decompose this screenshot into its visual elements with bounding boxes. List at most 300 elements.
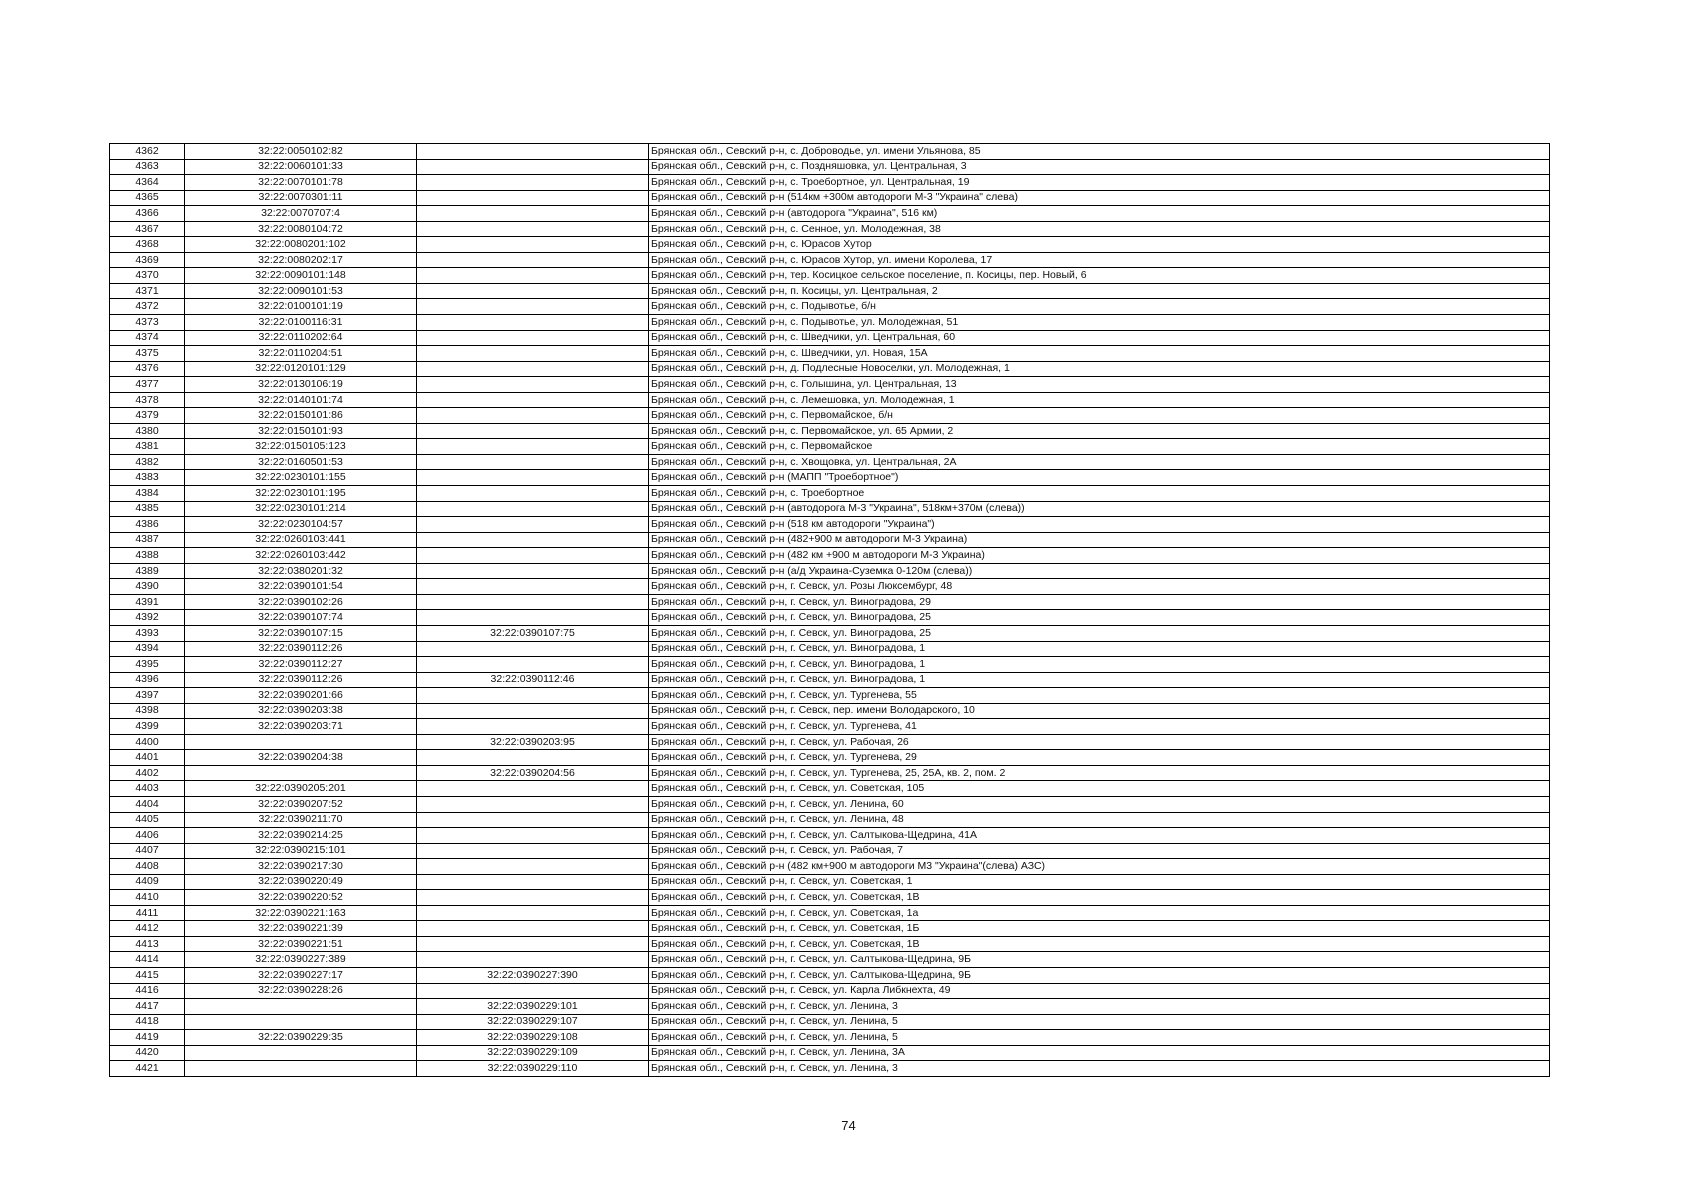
row-number-cell: 4382: [110, 454, 185, 470]
related-cadastral-number-cell: [417, 283, 649, 299]
address-cell: Брянская обл., Севский р-н, г. Севск, ул. Карла Либкнехта, 49: [649, 983, 1550, 999]
related-cadastral-number-cell: [417, 843, 649, 859]
cadastral-number-cell: 32:22:0110204:51: [185, 346, 417, 362]
page-number: 74: [841, 1118, 856, 1133]
cadastral-number-cell: 32:22:0390227:17: [185, 967, 417, 983]
related-cadastral-number-cell: [417, 268, 649, 284]
cadastral-number-cell: 32:22:0090101:53: [185, 283, 417, 299]
related-cadastral-number-cell: [417, 423, 649, 439]
row-number-cell: 4379: [110, 408, 185, 424]
table-row: [110, 796, 1550, 812]
row-number-cell: 4373: [110, 315, 185, 331]
cadastral-number-cell: [185, 1014, 417, 1030]
address-cell: Брянская обл., Севский р-н (автодорога М-3 "Украина", 518км+370м (слева)): [649, 501, 1550, 517]
related-cadastral-number-cell: [417, 594, 649, 610]
related-cadastral-number-cell: [417, 221, 649, 237]
related-cadastral-number-cell: 32:22:0390229:109: [417, 1045, 649, 1061]
cadastral-number-cell: 32:22:0390203:38: [185, 703, 417, 719]
address-cell: Брянская обл., Севский р-н, г. Севск, ул. Виноградова, 1: [649, 672, 1550, 688]
cadastral-number-cell: 32:22:0070301:11: [185, 190, 417, 206]
table-row: [110, 750, 1550, 766]
table-row: [110, 983, 1550, 999]
address-cell: Брянская обл., Севский р-н, с. Первомайское: [649, 439, 1550, 455]
address-cell: Брянская обл., Севский р-н, г. Севск, ул. Советская, 1В: [649, 890, 1550, 906]
address-cell: Брянская обл., Севский р-н (автодорога "Украина", 516 км): [649, 206, 1550, 222]
table-row: [110, 377, 1550, 393]
cadastral-number-cell: 32:22:0130106:19: [185, 377, 417, 393]
cadastral-number-cell: 32:22:0230104:57: [185, 517, 417, 533]
related-cadastral-number-cell: [417, 237, 649, 253]
row-number-cell: 4413: [110, 936, 185, 952]
cadastral-number-cell: 32:22:0390201:66: [185, 688, 417, 704]
address-cell: Брянская обл., Севский р-н, г. Севск, ул. Ленина, 60: [649, 796, 1550, 812]
related-cadastral-number-cell: [417, 890, 649, 906]
row-number-cell: 4395: [110, 657, 185, 673]
table-row: [110, 1045, 1550, 1061]
address-cell: Брянская обл., Севский р-н, г. Севск, ул. Розы Люксембург, 48: [649, 579, 1550, 595]
cadastral-number-cell: 32:22:0390205:201: [185, 781, 417, 797]
cadastral-number-cell: 32:22:0390107:15: [185, 625, 417, 641]
cadastral-number-cell: 32:22:0060101:33: [185, 159, 417, 175]
table-row: [110, 563, 1550, 579]
related-cadastral-number-cell: [417, 796, 649, 812]
row-number-cell: 4418: [110, 1014, 185, 1030]
related-cadastral-number-cell: 32:22:0390203:95: [417, 734, 649, 750]
cadastral-number-cell: 32:22:0230101:155: [185, 470, 417, 486]
table-row: [110, 1014, 1550, 1030]
table-row: [110, 781, 1550, 797]
related-cadastral-number-cell: [417, 828, 649, 844]
row-number-cell: 4383: [110, 470, 185, 486]
row-number-cell: 4389: [110, 563, 185, 579]
related-cadastral-number-cell: [417, 936, 649, 952]
table-row: [110, 719, 1550, 735]
row-number-cell: 4397: [110, 688, 185, 704]
table-row: [110, 812, 1550, 828]
related-cadastral-number-cell: [417, 781, 649, 797]
table-row: [110, 657, 1550, 673]
address-cell: Брянская обл., Севский р-н, с. Доброводье, ул. имени Ульянова, 85: [649, 144, 1550, 160]
row-number-cell: 4396: [110, 672, 185, 688]
table-row: [110, 672, 1550, 688]
related-cadastral-number-cell: [417, 921, 649, 937]
address-cell: Брянская обл., Севский р-н, г. Севск, ул. Советская, 1В: [649, 936, 1550, 952]
row-number-cell: 4401: [110, 750, 185, 766]
address-cell: Брянская обл., Севский р-н, г. Севск, ул. Ленина, 5: [649, 1014, 1550, 1030]
table-row: [110, 299, 1550, 315]
related-cadastral-number-cell: [417, 657, 649, 673]
address-cell: Брянская обл., Севский р-н, тер. Косицкое сельское поселение, п. Косицы, пер. Новый, 6: [649, 268, 1550, 284]
row-number-cell: 4367: [110, 221, 185, 237]
address-cell: Брянская обл., Севский р-н, с. Лемешовка, ул. Молодежная, 1: [649, 392, 1550, 408]
cadastral-number-cell: 32:22:0110202:64: [185, 330, 417, 346]
address-cell: Брянская обл., Севский р-н, г. Севск, ул. Салтыкова-Щедрина, 9Б: [649, 952, 1550, 968]
cadastral-number-cell: [185, 765, 417, 781]
cadastral-number-cell: 32:22:0050102:82: [185, 144, 417, 160]
row-number-cell: 4393: [110, 625, 185, 641]
related-cadastral-number-cell: [417, 548, 649, 564]
related-cadastral-number-cell: [417, 206, 649, 222]
related-cadastral-number-cell: [417, 252, 649, 268]
related-cadastral-number-cell: [417, 144, 649, 160]
cadastral-number-cell: 32:22:0390221:39: [185, 921, 417, 937]
address-cell: Брянская обл., Севский р-н, г. Севск, ул. Тургенева, 25, 25А, кв. 2, пом. 2: [649, 765, 1550, 781]
row-number-cell: 4415: [110, 967, 185, 983]
cadastral-number-cell: 32:22:0080202:17: [185, 252, 417, 268]
table-row: [110, 408, 1550, 424]
table-row: [110, 594, 1550, 610]
row-number-cell: 4363: [110, 159, 185, 175]
address-cell: Брянская обл., Севский р-н, г. Севск, ул. Ленина, 3А: [649, 1045, 1550, 1061]
address-cell: Брянская обл., Севский р-н, г. Севск, ул. Рабочая, 7: [649, 843, 1550, 859]
cadastral-number-cell: 32:22:0260103:442: [185, 548, 417, 564]
table-row: [110, 859, 1550, 875]
address-cell: Брянская обл., Севский р-н, с. Подывотье, ул. Молодежная, 51: [649, 315, 1550, 331]
row-number-cell: 4388: [110, 548, 185, 564]
address-cell: Брянская обл., Севский р-н, г. Севск, ул. Виноградова, 25: [649, 610, 1550, 626]
table-row: [110, 439, 1550, 455]
related-cadastral-number-cell: [417, 532, 649, 548]
cadastral-number-cell: 32:22:0100116:31: [185, 315, 417, 331]
related-cadastral-number-cell: [417, 874, 649, 890]
table-row: [110, 921, 1550, 937]
related-cadastral-number-cell: [417, 563, 649, 579]
cadastral-number-cell: 32:22:0390101:54: [185, 579, 417, 595]
related-cadastral-number-cell: 32:22:0390229:101: [417, 999, 649, 1015]
related-cadastral-number-cell: [417, 859, 649, 875]
row-number-cell: 4374: [110, 330, 185, 346]
row-number-cell: 4400: [110, 734, 185, 750]
address-cell: Брянская обл., Севский р-н, г. Севск, ул. Тургенева, 29: [649, 750, 1550, 766]
cadastral-number-cell: 32:22:0100101:19: [185, 299, 417, 315]
cadastral-number-cell: 32:22:0390107:74: [185, 610, 417, 626]
related-cadastral-number-cell: [417, 439, 649, 455]
address-cell: Брянская обл., Севский р-н, г. Севск, ул. Рабочая, 26: [649, 734, 1550, 750]
address-cell: Брянская обл., Севский р-н, г. Севск, ул. Советская, 1а: [649, 905, 1550, 921]
related-cadastral-number-cell: [417, 408, 649, 424]
related-cadastral-number-cell: [417, 392, 649, 408]
table-row: [110, 392, 1550, 408]
row-number-cell: 4376: [110, 361, 185, 377]
address-cell: Брянская обл., Севский р-н, с. Троебортное, ул. Центральная, 19: [649, 175, 1550, 191]
table-row: [110, 283, 1550, 299]
cadastral-registry-table: [109, 143, 1550, 1077]
row-number-cell: 4394: [110, 641, 185, 657]
row-number-cell: 4368: [110, 237, 185, 253]
address-cell: Брянская обл., Севский р-н, г. Севск, ул. Виноградова, 1: [649, 641, 1550, 657]
address-cell: Брянская обл., Севский р-н, с. Шведчики, ул. Центральная, 60: [649, 330, 1550, 346]
address-cell: Брянская обл., Севский р-н, г. Севск, пер. имени Володарского, 10: [649, 703, 1550, 719]
cadastral-number-cell: 32:22:0070707:4: [185, 206, 417, 222]
table-row: [110, 346, 1550, 362]
cadastral-number-cell: 32:22:0390112:26: [185, 641, 417, 657]
related-cadastral-number-cell: [417, 905, 649, 921]
table-row: [110, 765, 1550, 781]
row-number-cell: 4377: [110, 377, 185, 393]
address-cell: Брянская обл., Севский р-н (МАПП "Троебортное"): [649, 470, 1550, 486]
row-number-cell: 4369: [110, 252, 185, 268]
table-row: [110, 237, 1550, 253]
row-number-cell: 4412: [110, 921, 185, 937]
address-cell: Брянская обл., Севский р-н, г. Севск, ул. Тургенева, 55: [649, 688, 1550, 704]
row-number-cell: 4380: [110, 423, 185, 439]
related-cadastral-number-cell: [417, 750, 649, 766]
row-number-cell: 4385: [110, 501, 185, 517]
table-row: [110, 532, 1550, 548]
row-number-cell: 4408: [110, 859, 185, 875]
row-number-cell: 4405: [110, 812, 185, 828]
row-number-cell: 4403: [110, 781, 185, 797]
cadastral-number-cell: 32:22:0080201:102: [185, 237, 417, 253]
address-cell: Брянская обл., Севский р-н, г. Севск, ул. Советская, 105: [649, 781, 1550, 797]
address-cell: Брянская обл., Севский р-н, г. Севск, ул. Ленина, 5: [649, 1030, 1550, 1046]
row-number-cell: 4384: [110, 486, 185, 502]
related-cadastral-number-cell: [417, 159, 649, 175]
address-cell: Брянская обл., Севский р-н, г. Севск, ул. Ленина, 3: [649, 1061, 1550, 1077]
row-number-cell: 4375: [110, 346, 185, 362]
cadastral-number-cell: 32:22:0150101:93: [185, 423, 417, 439]
address-cell: Брянская обл., Севский р-н, с. Сенное, ул. Молодежная, 38: [649, 221, 1550, 237]
cadastral-number-cell: 32:22:0390215:101: [185, 843, 417, 859]
table-row: [110, 175, 1550, 191]
address-cell: Брянская обл., Севский р-н, с. Юрасов Хутор, ул. имени Королева, 17: [649, 252, 1550, 268]
row-number-cell: 4371: [110, 283, 185, 299]
address-cell: Брянская обл., Севский р-н, г. Севск, ул. Виноградова, 29: [649, 594, 1550, 610]
related-cadastral-number-cell: 32:22:0390112:46: [417, 672, 649, 688]
related-cadastral-number-cell: [417, 501, 649, 517]
row-number-cell: 4420: [110, 1045, 185, 1061]
cadastral-number-cell: 32:22:0260103:441: [185, 532, 417, 548]
row-number-cell: 4378: [110, 392, 185, 408]
related-cadastral-number-cell: 32:22:0390229:107: [417, 1014, 649, 1030]
related-cadastral-number-cell: [417, 315, 649, 331]
address-cell: Брянская обл., Севский р-н, г. Севск, ул. Салтыкова-Щедрина, 9Б: [649, 967, 1550, 983]
table-row: [110, 252, 1550, 268]
table-row: [110, 828, 1550, 844]
table-row: [110, 936, 1550, 952]
row-number-cell: 4398: [110, 703, 185, 719]
cadastral-number-cell: 32:22:0390221:163: [185, 905, 417, 921]
address-cell: Брянская обл., Севский р-н (482 км+900 м автодороги М3 "Украина"(слева) АЗС): [649, 859, 1550, 875]
address-cell: Брянская обл., Севский р-н, с. Голышина, ул. Центральная, 13: [649, 377, 1550, 393]
cadastral-number-cell: 32:22:0390203:71: [185, 719, 417, 735]
cadastral-number-cell: [185, 734, 417, 750]
table-row: [110, 470, 1550, 486]
table-row: [110, 268, 1550, 284]
related-cadastral-number-cell: [417, 688, 649, 704]
related-cadastral-number-cell: [417, 812, 649, 828]
cadastral-number-cell: 32:22:0390112:26: [185, 672, 417, 688]
related-cadastral-number-cell: 32:22:0390204:56: [417, 765, 649, 781]
row-number-cell: 4419: [110, 1030, 185, 1046]
cadastral-number-cell: 32:22:0390214:25: [185, 828, 417, 844]
table-row: [110, 454, 1550, 470]
table-row: [110, 159, 1550, 175]
table-row: [110, 579, 1550, 595]
table-row: [110, 1061, 1550, 1077]
address-cell: Брянская обл., Севский р-н, п. Косицы, ул. Центральная, 2: [649, 283, 1550, 299]
cadastral-number-cell: 32:22:0390229:35: [185, 1030, 417, 1046]
row-number-cell: 4406: [110, 828, 185, 844]
row-number-cell: 4402: [110, 765, 185, 781]
row-number-cell: 4362: [110, 144, 185, 160]
cadastral-number-cell: 32:22:0230101:195: [185, 486, 417, 502]
address-cell: Брянская обл., Севский р-н, г. Севск, ул. Советская, 1: [649, 874, 1550, 890]
table-row: [110, 190, 1550, 206]
table-row: [110, 1030, 1550, 1046]
table-row: [110, 361, 1550, 377]
address-cell: Брянская обл., Севский р-н, с. Шведчики, ул. Новая, 15А: [649, 346, 1550, 362]
related-cadastral-number-cell: 32:22:0390227:390: [417, 967, 649, 983]
related-cadastral-number-cell: [417, 486, 649, 502]
table-row: [110, 315, 1550, 331]
related-cadastral-number-cell: [417, 190, 649, 206]
address-cell: Брянская обл., Севский р-н, с. Троебортное: [649, 486, 1550, 502]
row-number-cell: 4392: [110, 610, 185, 626]
table-row: [110, 641, 1550, 657]
table-row: [110, 703, 1550, 719]
cadastral-number-cell: 32:22:0380201:32: [185, 563, 417, 579]
row-number-cell: 4421: [110, 1061, 185, 1077]
table-row: [110, 625, 1550, 641]
cadastral-number-cell: 32:22:0070101:78: [185, 175, 417, 191]
row-number-cell: 4411: [110, 905, 185, 921]
row-number-cell: 4370: [110, 268, 185, 284]
cadastral-number-cell: 32:22:0390211:70: [185, 812, 417, 828]
related-cadastral-number-cell: [417, 952, 649, 968]
table-row: [110, 843, 1550, 859]
table-row: [110, 330, 1550, 346]
address-cell: Брянская обл., Севский р-н, с. Юрасов Хутор: [649, 237, 1550, 253]
row-number-cell: 4390: [110, 579, 185, 595]
address-cell: Брянская обл., Севский р-н, г. Севск, ул. Ленина, 48: [649, 812, 1550, 828]
cadastral-number-cell: 32:22:0390228:26: [185, 983, 417, 999]
related-cadastral-number-cell: [417, 299, 649, 315]
cadastral-number-cell: [185, 1045, 417, 1061]
row-number-cell: 4386: [110, 517, 185, 533]
cadastral-number-cell: 32:22:0390221:51: [185, 936, 417, 952]
address-cell: Брянская обл., Севский р-н, д. Подлесные Новоселки, ул. Молодежная, 1: [649, 361, 1550, 377]
address-cell: Брянская обл., Севский р-н (518 км автодороги "Украина"): [649, 517, 1550, 533]
address-cell: Брянская обл., Севский р-н (482 км +900 м автодороги М-3 Украина): [649, 548, 1550, 564]
table-row: [110, 905, 1550, 921]
related-cadastral-number-cell: [417, 361, 649, 377]
row-number-cell: 4372: [110, 299, 185, 315]
table-row: [110, 874, 1550, 890]
table-row: [110, 688, 1550, 704]
row-number-cell: 4364: [110, 175, 185, 191]
row-number-cell: 4387: [110, 532, 185, 548]
address-cell: Брянская обл., Севский р-н, г. Севск, ул. Тургенева, 41: [649, 719, 1550, 735]
cadastral-number-cell: 32:22:0390112:27: [185, 657, 417, 673]
address-cell: Брянская обл., Севский р-н, с. Поздняшовка, ул. Центральная, 3: [649, 159, 1550, 175]
cadastral-number-cell: 32:22:0160501:53: [185, 454, 417, 470]
table-row: [110, 967, 1550, 983]
row-number-cell: 4391: [110, 594, 185, 610]
address-cell: Брянская обл., Севский р-н, г. Севск, ул. Ленина, 3: [649, 999, 1550, 1015]
registry-table-body: [110, 144, 1550, 1077]
address-cell: Брянская обл., Севский р-н, с. Подывотье, б/н: [649, 299, 1550, 315]
row-number-cell: 4414: [110, 952, 185, 968]
cadastral-number-cell: 32:22:0390207:52: [185, 796, 417, 812]
related-cadastral-number-cell: [417, 330, 649, 346]
address-cell: Брянская обл., Севский р-н, с. Первомайское, б/н: [649, 408, 1550, 424]
table-row: [110, 548, 1550, 564]
cadastral-number-cell: [185, 1061, 417, 1077]
related-cadastral-number-cell: [417, 719, 649, 735]
related-cadastral-number-cell: 32:22:0390229:110: [417, 1061, 649, 1077]
related-cadastral-number-cell: [417, 579, 649, 595]
related-cadastral-number-cell: [417, 703, 649, 719]
cadastral-number-cell: 32:22:0150101:86: [185, 408, 417, 424]
cadastral-number-cell: 32:22:0390102:26: [185, 594, 417, 610]
row-number-cell: 4381: [110, 439, 185, 455]
row-number-cell: 4399: [110, 719, 185, 735]
table-row: [110, 610, 1550, 626]
address-cell: Брянская обл., Севский р-н, с. Первомайское, ул. 65 Армии, 2: [649, 423, 1550, 439]
address-cell: Брянская обл., Севский р-н, г. Севск, ул. Салтыкова-Щедрина, 41А: [649, 828, 1550, 844]
cadastral-number-cell: 32:22:0230101:214: [185, 501, 417, 517]
table-row: [110, 206, 1550, 222]
row-number-cell: 4404: [110, 796, 185, 812]
cadastral-number-cell: 32:22:0150105:123: [185, 439, 417, 455]
row-number-cell: 4417: [110, 999, 185, 1015]
table-row: [110, 734, 1550, 750]
related-cadastral-number-cell: [417, 517, 649, 533]
cadastral-number-cell: 32:22:0390227:389: [185, 952, 417, 968]
table-row: [110, 952, 1550, 968]
address-cell: Брянская обл., Севский р-н, г. Севск, ул. Виноградова, 1: [649, 657, 1550, 673]
row-number-cell: 4407: [110, 843, 185, 859]
table-row: [110, 501, 1550, 517]
address-cell: Брянская обл., Севский р-н (482+900 м автодороги М-3 Украина): [649, 532, 1550, 548]
cadastral-number-cell: 32:22:0090101:148: [185, 268, 417, 284]
address-cell: Брянская обл., Севский р-н (а/д Украина-Суземка 0-120м (слева)): [649, 563, 1550, 579]
table-row: [110, 999, 1550, 1015]
cadastral-number-cell: 32:22:0390204:38: [185, 750, 417, 766]
related-cadastral-number-cell: [417, 610, 649, 626]
cadastral-number-cell: 32:22:0120101:129: [185, 361, 417, 377]
related-cadastral-number-cell: [417, 377, 649, 393]
cadastral-number-cell: 32:22:0080104:72: [185, 221, 417, 237]
address-cell: Брянская обл., Севский р-н (514км +300м автодороги М-3 "Украина" слева): [649, 190, 1550, 206]
related-cadastral-number-cell: [417, 454, 649, 470]
cadastral-number-cell: 32:22:0390220:52: [185, 890, 417, 906]
table-row: [110, 486, 1550, 502]
related-cadastral-number-cell: [417, 175, 649, 191]
row-number-cell: 4410: [110, 890, 185, 906]
cadastral-number-cell: [185, 999, 417, 1015]
row-number-cell: 4416: [110, 983, 185, 999]
related-cadastral-number-cell: [417, 470, 649, 486]
cadastral-number-cell: 32:22:0140101:74: [185, 392, 417, 408]
cadastral-number-cell: 32:22:0390217:30: [185, 859, 417, 875]
table-row: [110, 221, 1550, 237]
table-row: [110, 517, 1550, 533]
related-cadastral-number-cell: [417, 641, 649, 657]
address-cell: Брянская обл., Севский р-н, с. Хвощовка, ул. Центральная, 2А: [649, 454, 1550, 470]
address-cell: Брянская обл., Севский р-н, г. Севск, ул. Виноградова, 25: [649, 625, 1550, 641]
row-number-cell: 4365: [110, 190, 185, 206]
related-cadastral-number-cell: [417, 346, 649, 362]
related-cadastral-number-cell: 32:22:0390229:108: [417, 1030, 649, 1046]
related-cadastral-number-cell: 32:22:0390107:75: [417, 625, 649, 641]
row-number-cell: 4409: [110, 874, 185, 890]
related-cadastral-number-cell: [417, 983, 649, 999]
address-cell: Брянская обл., Севский р-н, г. Севск, ул. Советская, 1Б: [649, 921, 1550, 937]
table-row: [110, 423, 1550, 439]
row-number-cell: 4366: [110, 206, 185, 222]
